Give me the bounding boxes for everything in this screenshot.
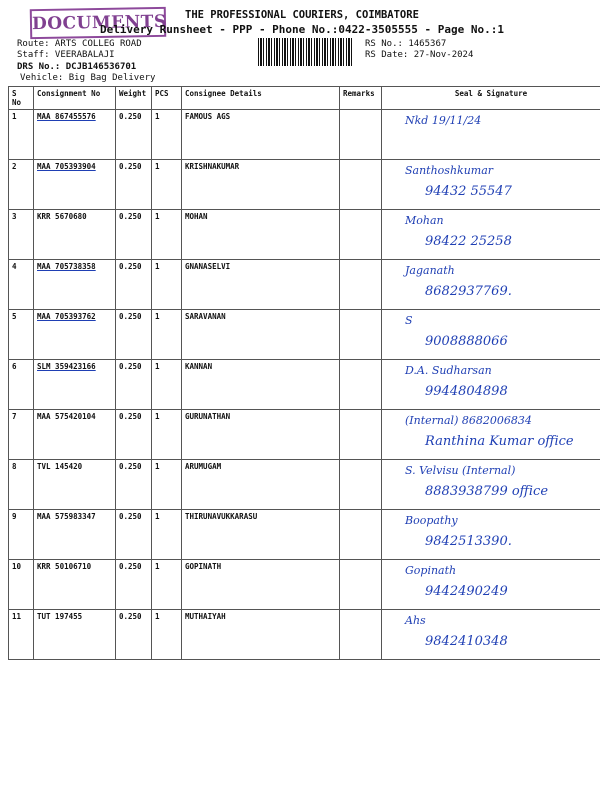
signature-text: Gopinath [405,564,457,577]
pcs-cell: 1 [152,260,182,310]
pcs-cell: 1 [152,510,182,560]
consignment-cell: KRR 50106710 [34,560,116,610]
consignee-cell: MOHAN [182,210,340,260]
consignment-cell: MAA 867455576 [34,110,116,160]
consignee-cell: THIRUNAVUKKARASU [182,510,340,560]
barcode [258,38,354,66]
table-row [9,160,600,210]
weight-cell: 0.250 [116,560,152,610]
consignee-cell: GURUNATHAN [182,410,340,460]
header-signature: Seal & Signature [382,87,600,110]
signature-cell [382,510,600,560]
pcs-cell: 1 [152,560,182,610]
weight-cell: 0.250 [116,110,152,160]
pcs-cell: 1 [152,310,182,360]
signature-text: Nkd 19/11/24 [405,114,482,127]
sno-cell: 3 [9,210,34,260]
sno-cell: 5 [9,310,34,360]
company-name: THE PROFESSIONAL COURIERS, COIMBATORE [185,9,419,21]
consignee-cell: KRISHNAKUMAR [182,160,340,210]
table-row [9,460,600,510]
signature-text: S [405,314,413,327]
remarks-cell [340,410,382,460]
signature-text: Ahs [405,614,426,627]
signature-phone: 9842513390. [425,534,512,549]
sno-cell: 4 [9,260,34,310]
consignee-cell: MUTHAIYAH [182,610,340,660]
table-header [9,87,600,110]
consignment-cell: MAA 705393762 [34,310,116,360]
remarks-cell [340,560,382,610]
consignment-cell: MAA 575983347 [34,510,116,560]
sno-cell: 2 [9,160,34,210]
sno-cell: 11 [9,610,34,660]
header-consignment: Consignment No [34,87,116,110]
sno-cell: 7 [9,410,34,460]
signature-cell [382,460,600,510]
route: Route: ARTS COLLEG ROAD [17,39,142,49]
vehicle: Vehicle: Big Bag Delivery [20,73,156,83]
sno-cell: 10 [9,560,34,610]
consignment-cell: MAA 705738358 [34,260,116,310]
table-row [9,110,600,160]
table-row [9,260,600,310]
table-row [9,360,600,410]
table-row [9,310,600,360]
drs-number: DRS No.: DCJB146536701 [17,62,137,72]
sno-cell: 8 [9,460,34,510]
header-weight: Weight [116,87,152,110]
signature-text: Boopathy [405,514,458,527]
remarks-cell [340,110,382,160]
rs-number: RS No.: 1465367 [365,39,447,49]
signature-cell [382,210,600,260]
weight-cell: 0.250 [116,510,152,560]
signature-text: S. Velvisu (Internal) [405,464,516,477]
signature-cell [382,560,600,610]
signature-phone: 9008888066 [425,334,508,349]
signature-cell [382,610,600,660]
table-row [9,610,600,660]
consignment-cell: MAA 705393904 [34,160,116,210]
table-row [9,210,600,260]
remarks-cell [340,610,382,660]
weight-cell: 0.250 [116,310,152,360]
pcs-cell: 1 [152,160,182,210]
consignment-cell: MAA 575420104 [34,410,116,460]
signature-text: Santhoshkumar [405,164,494,177]
table-row [9,510,600,560]
signature-cell [382,310,600,360]
pcs-cell: 1 [152,360,182,410]
remarks-cell [340,360,382,410]
header-consignee: Consignee Details [182,87,340,110]
signature-cell [382,410,600,460]
remarks-cell [340,210,382,260]
table-row [9,410,600,460]
weight-cell: 0.250 [116,460,152,510]
signature-cell [382,260,600,310]
signature-phone: 9944804898 [425,384,508,399]
sno-cell: 1 [9,110,34,160]
remarks-cell [340,160,382,210]
header-remarks: Remarks [340,87,382,110]
signature-phone: 9442490249 [425,584,508,599]
weight-cell: 0.250 [116,360,152,410]
runsheet-title: Delivery Runsheet - PPP - Phone No.:0422-3505555 - Page No.:1 [100,23,504,36]
consignee-cell: ARUMUGAM [182,460,340,510]
consignee-cell: FAMOUS AGS [182,110,340,160]
consignee-cell: KANNAN [182,360,340,410]
consignment-cell: SLM 359423166 [34,360,116,410]
signature-cell [382,160,600,210]
table-row [9,560,600,610]
header-pcs: PCS [152,87,182,110]
signature-text: Mohan [405,214,444,227]
consignee-cell: GOPINATH [182,560,340,610]
consignee-cell: SARAVANAN [182,310,340,360]
remarks-cell [340,260,382,310]
staff: Staff: VEERABALAJI [17,50,115,60]
pcs-cell: 1 [152,210,182,260]
weight-cell: 0.250 [116,210,152,260]
weight-cell: 0.250 [116,410,152,460]
signature-phone: Ranthina Kumar office [425,434,574,449]
sno-cell: 6 [9,360,34,410]
signature-phone: 9842410348 [425,634,508,649]
consignee-cell: GNANASELVI [182,260,340,310]
documents-stamp: DOCUMENTS [30,7,167,39]
signature-phone: 8883938799 office [425,484,549,499]
weight-cell: 0.250 [116,160,152,210]
signature-cell [382,110,600,160]
runsheet-table [8,86,600,660]
weight-cell: 0.250 [116,260,152,310]
pcs-cell: 1 [152,410,182,460]
pcs-cell: 1 [152,460,182,510]
signature-text: Jaganath [405,264,455,277]
consignment-cell: TVL 145420 [34,460,116,510]
weight-cell: 0.250 [116,610,152,660]
sno-cell: 9 [9,510,34,560]
signature-text: D.A. Sudharsan [405,364,492,377]
signature-phone: 94432 55547 [425,184,512,199]
pcs-cell: 1 [152,110,182,160]
consignment-cell: KRR 5670680 [34,210,116,260]
signature-phone: 8682937769. [425,284,512,299]
signature-phone: 98422 25258 [425,234,512,249]
remarks-cell [340,310,382,360]
remarks-cell [340,460,382,510]
remarks-cell [340,510,382,560]
signature-cell [382,360,600,410]
consignment-cell: TUT 197455 [34,610,116,660]
rs-date: RS Date: 27-Nov-2024 [365,50,474,60]
signature-text: (Internal) 8682006834 [405,414,532,427]
pcs-cell: 1 [152,610,182,660]
header-sno: S No [9,87,34,110]
